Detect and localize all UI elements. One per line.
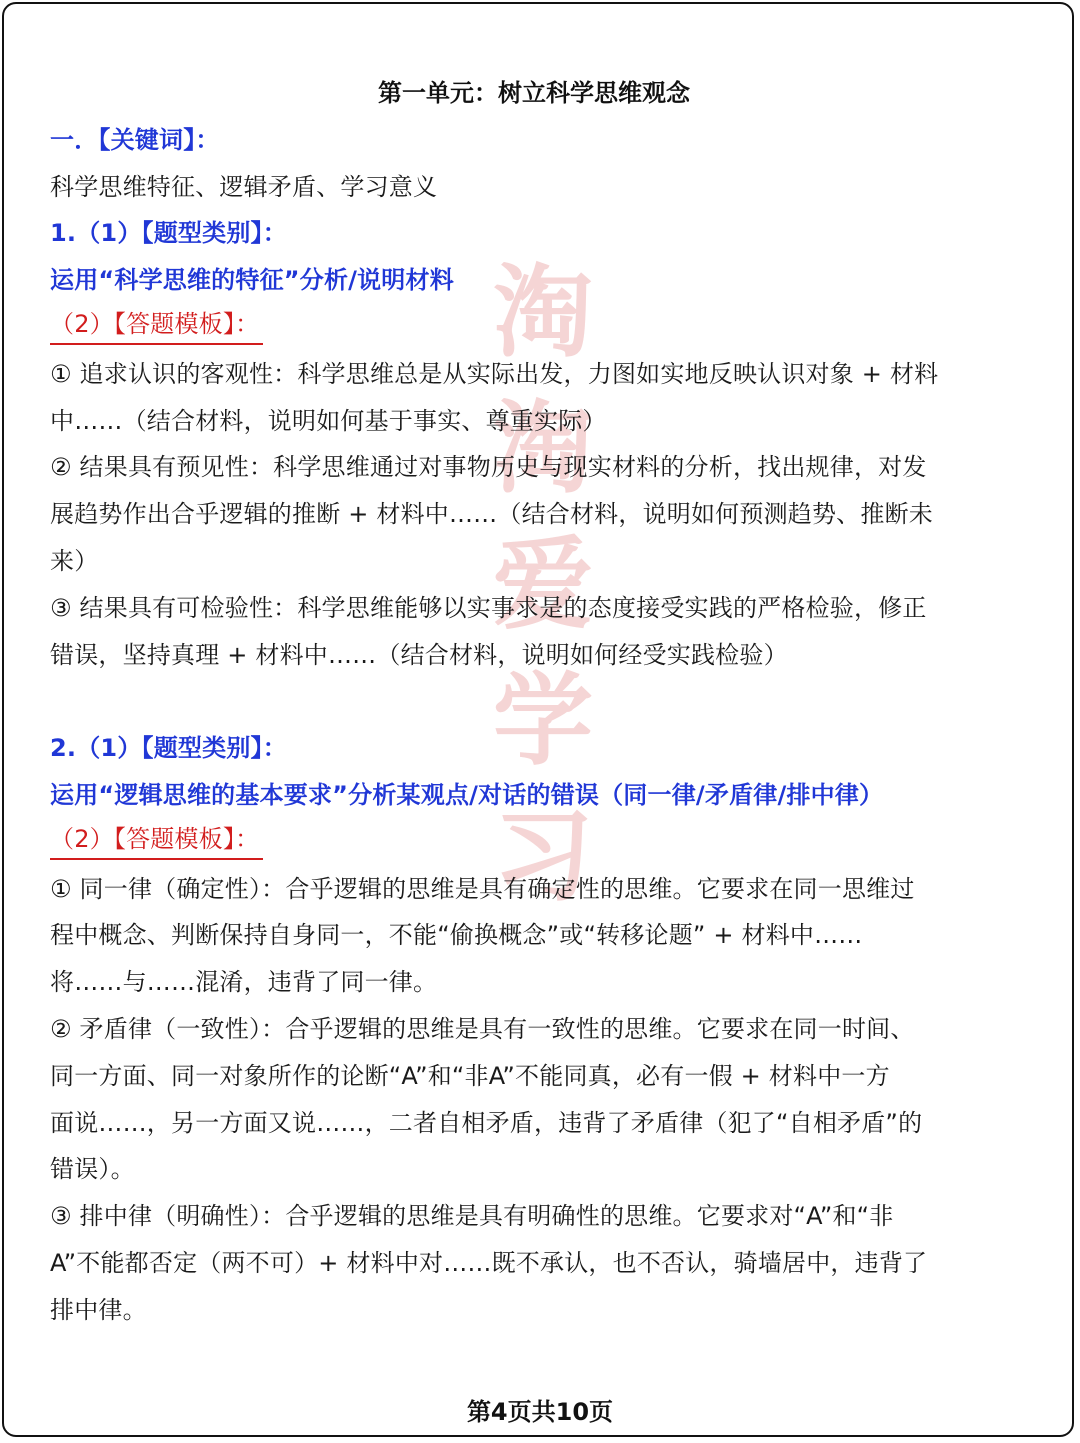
watermark-char: 学 [493,662,593,779]
section1-type-desc: 运用“科学思维的特征”分析/说明材料 [50,266,454,295]
watermark-char: 习 [493,798,593,915]
section1-type-heading: 1.（1）【题型类别】： [50,219,287,248]
section-spacer [50,678,1018,725]
watermark-char: 爱 [493,526,593,643]
section1-template-heading: （2）【答题模板】： [50,305,263,345]
section2-type-heading: 2.（1）【题型类别】： [50,734,287,763]
section2-line: 将……与……混淆，违背了同一律。 [50,968,438,997]
section1-line: ② 结果具有预见性：科学思维通过对事物历史与现实材料的分析，找出规律，对发 [50,453,927,482]
section2-line: 排中律。 [50,1295,147,1324]
watermark-char: 淘 [493,254,593,371]
section2-line: ② 矛盾律（一致性）：合乎逻辑的思维是具有一致性的思维。它要求在同一时间、 [50,1014,915,1043]
section2-line: 程中概念、判断保持自身同一，不能“偷换概念”或“转移论题” + 材料中…… [50,921,863,950]
keywords-text: 科学思维特征、逻辑矛盾、学习意义 [50,172,438,201]
section2-type-desc: 运用“逻辑思维的基本要求”分析某观点/对话的错误（同一律/矛盾律/排中律） [50,780,884,809]
section2-line: 同一方面、同一对象所作的论断“A”和“非A”不能同真，必有一假 + 材料中一方 [50,1061,890,1090]
section2-template-heading: （2）【答题模板】： [50,820,263,860]
section2-template-heading-row [50,819,1018,866]
section2-line: 错误）。 [50,1155,135,1184]
section1-line: 来） [50,546,99,575]
watermark-char: 淘 [493,390,593,507]
section1-line: 错误，坚持真理 + 材料中……（结合材料，说明如何经受实践检验） [50,640,788,669]
keyword-heading: 一．【关键词】： [50,125,220,154]
page-number-footer: 第4页共10页 [466,1398,614,1426]
section1-line: 中……（结合材料，说明如何基于事实、尊重实际） [50,406,607,435]
document-body [50,70,1018,1334]
section1-line: 展趋势作出合乎逻辑的推断 + 材料中……（结合材料，说明如何预测趋势、推断未 [50,500,933,529]
page-title: 第一单元：树立科学思维观念 [378,79,690,107]
section2-line: ① 同一律（确定性）：合乎逻辑的思维是具有确定性的思维。它要求在同一思维过 [50,874,915,903]
section1-line: ③ 结果具有可检验性：科学思维能够以实事求是的态度接受实践的严格检验，修正 [50,593,927,622]
section2-line: 面说……，另一方面又说……，二者自相矛盾，违背了矛盾律（犯了“自相矛盾”的 [50,1108,923,1137]
section2-line: ③ 排中律（明确性）：合乎逻辑的思维是具有明确性的思维。它要求对“A”和“非 [50,1202,894,1231]
section1-line: ① 追求认识的客观性：科学思维总是从实际出发，力图如实地反映认识对象 + 材料 [50,359,939,388]
section2-line: A”不能都否定（两不可）+ 材料中对……既不承认，也不否认，骑墙居中，违背了 [50,1248,928,1277]
section1-template-heading-row [50,304,1018,351]
